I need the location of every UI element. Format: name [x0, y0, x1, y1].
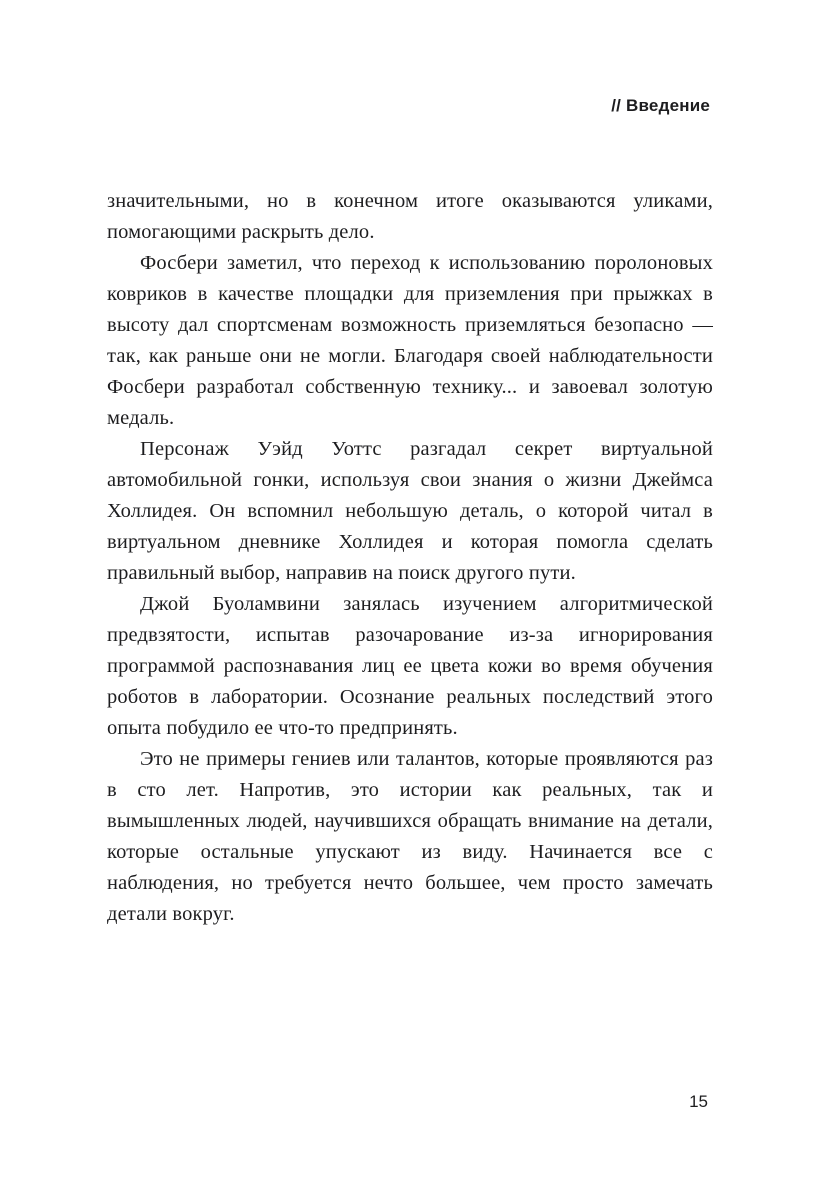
body-text: [107, 186, 713, 930]
paragraph: Фосбери заметил, что переход к использованию поролоновых ковриков в качестве площадки для приземления при прыжках в высоту дал спортсменам возможность приземляться безопасно — так, как раньше они не могли. Благодаря своей наблюдательности Фосбери разработал собственную технику... и завоевал золотую медаль.: [107, 252, 713, 429]
paragraph: значительными, но в конечном итоге оказываются уликами, помогающими раскрыть дело.: [107, 190, 713, 243]
paragraph: Это не примеры гениев или талантов, которые проявляются раз в сто лет. Напротив, это истории как реальных, так и вымышленных людей, научившихся обращать внимание на детали, которые остальные упускают из виду. Начинается все с наблюдения, но требуется нечто большее, чем просто замечать детали вокруг.: [107, 748, 713, 925]
paragraph: Джой Буоламвини занялась изучением алгоритмической предвзятости, испытав разочарование из-за игнорирования программой распознавания лиц ее цвета кожи во время обучения роботов в лаборатории. Осознание реальных последствий этого опыта побудило ее что-то предпринять.: [107, 593, 713, 739]
paragraph: Персонаж Уэйд Уоттс разгадал секрет виртуальной автомобильной гонки, используя свои знания о жизни Джеймса Холлидея. Он вспомнил небольшую деталь, о которой читал в виртуальном дневнике Холлидея и которая помогла сделать правильный выбор, направив на поиск другого пути.: [107, 438, 713, 584]
running-header: // Введение: [611, 96, 710, 115]
page-number: 15: [689, 1092, 708, 1111]
